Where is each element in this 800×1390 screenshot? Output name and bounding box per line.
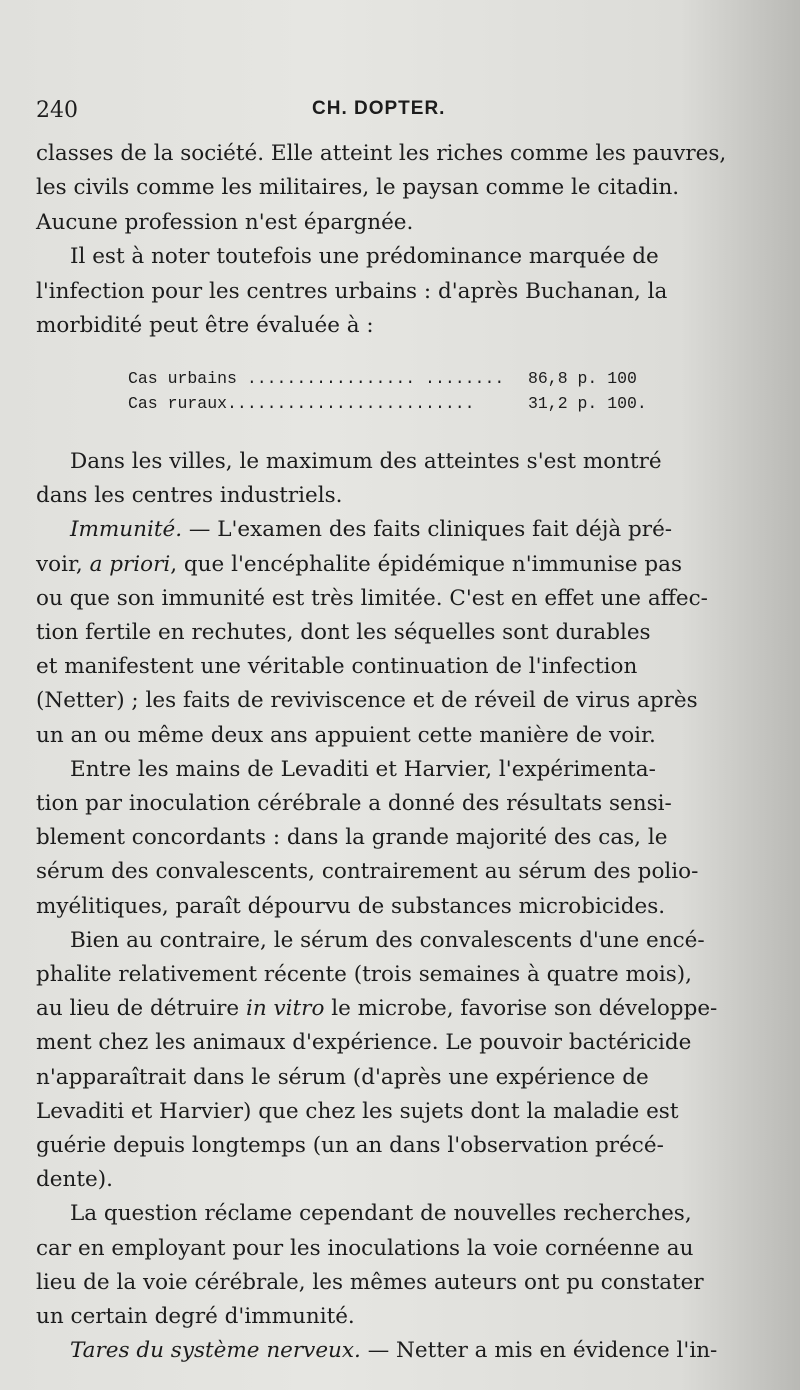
- text-line: l'infection pour les centres urbains : d'après Buchanan, la: [36, 278, 668, 304]
- em-dash: —: [182, 517, 218, 543]
- text-line: Dans les villes, le maximum des atteintes s'est montré: [70, 449, 662, 474]
- em-dash: —: [360, 1338, 397, 1364]
- text-line: (Netter) ; les faits de reviviscence et de réveil de virus après: [36, 688, 698, 714]
- page-number: 240: [36, 98, 78, 123]
- text-line: phalite relativement récente (trois semaines à quatre mois),: [36, 962, 692, 988]
- text-line: lieu de la voie cérébrale, les mêmes auteurs ont pu constater: [36, 1269, 704, 1295]
- body-text-top: [36, 137, 742, 343]
- table-row-label: Cas ruraux.........................: [128, 394, 475, 413]
- text-line: et manifestent une véritable continuation de l'infection: [36, 654, 638, 680]
- text-line: myélitiques, paraît dépourvu de substances microbicides.: [36, 893, 666, 919]
- text-line: blement concordants : dans la grande majorité des cas, le: [36, 825, 668, 851]
- paragraph-tares: [36, 1334, 742, 1368]
- paragraph-7: [36, 1197, 742, 1334]
- text-line: Entre les mains de Levaditi et Harvier, l'expérimenta-: [70, 756, 656, 782]
- text-line: morbidité peut être évaluée à :: [36, 313, 374, 339]
- text-line: classes de la société. Elle atteint les riches comme les pauvres,: [36, 141, 727, 166]
- table-row: [128, 391, 668, 416]
- section-heading-immunite: Immunité.: [70, 517, 183, 543]
- paragraph-5: [36, 753, 742, 924]
- text-line: ou que son immunité est très limitée. C'est en effet une affec-: [36, 585, 708, 611]
- text-line: dans les centres industriels.: [36, 483, 343, 509]
- text-line: La question réclame cependant de nouvelles recherches,: [70, 1201, 692, 1227]
- italic-term: a priori: [89, 551, 171, 577]
- text-line: Levaditi et Harvier) que chez les sujets dont la maladie est: [36, 1098, 679, 1124]
- text-line: dente).: [36, 1167, 113, 1193]
- text-line: ment chez les animaux d'expérience. Le pouvoir bactéricide: [36, 1030, 692, 1056]
- table-row: [128, 366, 668, 391]
- text-line: , que l'encéphalite épidémique n'immunise pas: [170, 551, 683, 577]
- text-line: sérum des convalescents, contrairement au sérum des polio-: [36, 859, 699, 885]
- text-line: Bien au contraire, le sérum des convalescents d'une encé-: [70, 927, 705, 953]
- text-line: les civils comme les militaires, le paysan comme le citadin.: [36, 175, 680, 201]
- text-line: n'apparaîtrait dans le sérum (d'après une expérience de: [36, 1064, 649, 1090]
- text-line: L'examen des faits cliniques fait déjà pré-: [217, 517, 673, 543]
- table-row-value: 31,2 p. 100.: [528, 394, 647, 413]
- running-head: CH. DOPTER.: [312, 98, 446, 119]
- text-line: voir,: [36, 551, 90, 577]
- paragraph-immunite: [36, 513, 742, 752]
- text-line: tion par inoculation cérébrale a donné des résultats sensi-: [36, 791, 672, 817]
- text-line: car en employant pour les inoculations la voie cornéenne au: [36, 1235, 694, 1261]
- page-header: [36, 92, 736, 132]
- text-line: un certain degré d'immunité.: [36, 1304, 355, 1330]
- table-row-value: 86,8 p. 100: [528, 369, 637, 388]
- section-heading-tares: Tares du système nerveux.: [70, 1338, 361, 1364]
- paragraph-1: [36, 137, 742, 240]
- morbidity-table: [128, 366, 668, 416]
- text-line: tion fertile en rechutes, dont les séquelles sont durables: [36, 620, 651, 646]
- text-line: Aucune profession n'est épargnée.: [36, 209, 414, 235]
- text-line: un an ou même deux ans appuient cette manière de voir.: [36, 722, 656, 748]
- paragraph-2: [36, 240, 742, 343]
- text-line: au lieu de détruire: [36, 996, 246, 1022]
- text-line: Il est à noter toutefois une prédominance marquée de: [70, 244, 659, 270]
- paragraph-3: [36, 445, 742, 513]
- text-line: Netter a mis en évidence l'in-: [396, 1338, 718, 1364]
- text-line: guérie depuis longtemps (un an dans l'observation précé-: [36, 1133, 664, 1159]
- paragraph-6: [36, 924, 742, 1198]
- italic-term: in vitro: [245, 996, 325, 1022]
- table-row-label: Cas urbains ................. ........: [128, 369, 505, 388]
- text-line: le microbe, favorise son développe-: [324, 996, 718, 1022]
- body-text-main: [36, 445, 742, 1368]
